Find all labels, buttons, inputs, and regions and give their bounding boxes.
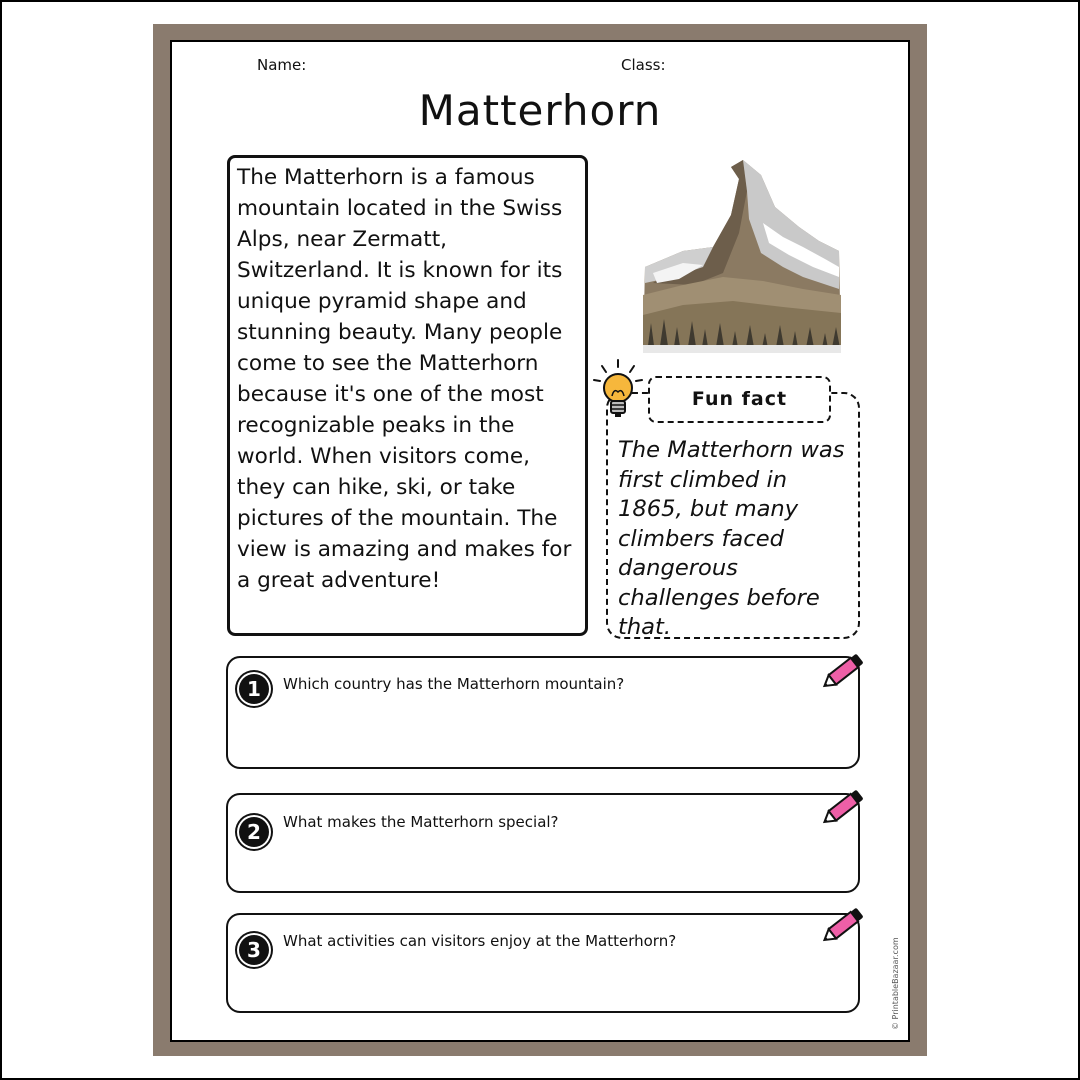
class-label: Class:: [621, 56, 666, 74]
question-1-text: Which country has the Matterhorn mountain?: [283, 675, 625, 693]
mountain-illustration: [643, 155, 841, 353]
lightbulb-icon: [592, 358, 644, 424]
passage-text: The Matterhorn is a famous mountain located in the Swiss Alps, near Zermatt, Switzerland. It is known for its unique pyramid shape and stunning beauty. Many people come to see the Matterhorn because it's one of the most recognizable peaks in the world. When visitors come, they can hike, ski, or take pictures of the mountain. The view is amazing and makes for a great adventure!: [237, 165, 572, 593]
page-title: Matterhorn: [418, 86, 662, 135]
question-2-text: What makes the Matterhorn special?: [283, 813, 559, 831]
question-2-answer-box[interactable]: [226, 793, 860, 893]
pencil-icon: [818, 650, 870, 694]
name-label: Name:: [257, 56, 307, 74]
question-3-answer-box[interactable]: [226, 913, 860, 1013]
question-2-number: 2: [239, 817, 269, 847]
question-1-answer-box[interactable]: [226, 656, 860, 769]
pencil-icon: [818, 786, 870, 830]
pencil-icon: [818, 904, 870, 948]
question-3-number: 3: [239, 935, 269, 965]
question-3-text: What activities can visitors enjoy at the Matterhorn?: [283, 932, 677, 950]
copyright-watermark: © PrintableBazaar.com: [891, 937, 900, 1030]
fun-fact-heading: Fun fact: [648, 376, 831, 423]
question-1-number: 1: [239, 674, 269, 704]
fun-fact-text: The Matterhorn was first climbed in 1865, but many climbers faced dangerous challenges before that.: [618, 437, 845, 640]
